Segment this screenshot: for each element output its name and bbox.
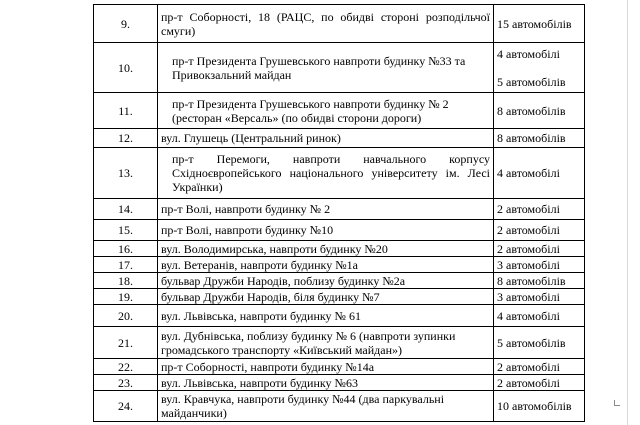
row-address: вул. Глушець (Центральний ринок) xyxy=(158,129,494,148)
row-address: пр-т Президента Грушевського навпроти будинку № 2 (ресторан «Версаль» (по обидві сторони дороги) xyxy=(158,93,494,129)
row-number: 19. xyxy=(94,289,158,305)
row-count-value: 3 автомобілі xyxy=(497,257,560,272)
row-count-value: 8 автомобілів xyxy=(497,273,566,288)
row-count-value: 5 автомобілів xyxy=(497,74,566,89)
row-address: пр-т Волі, навпроти будинку № 2 xyxy=(158,199,494,220)
table-row xyxy=(94,289,585,305)
table-row xyxy=(94,5,585,43)
row-address: бульвар Дружби Народів, поблизу будинку №2а xyxy=(158,273,494,289)
row-count-value: 15 автомобілів xyxy=(497,16,572,31)
row-count-value: 8 автомобілів xyxy=(497,103,566,118)
row-count-value: 4 автомобілі xyxy=(497,166,560,180)
row-count-value: 10 автомобілів xyxy=(497,399,572,413)
row-count xyxy=(494,199,585,220)
table-row xyxy=(94,359,585,375)
row-number: 10. xyxy=(94,43,158,93)
row-address: вул. Львівська, навпроти будинку №63 xyxy=(158,375,494,391)
table-row xyxy=(94,148,585,199)
row-count-value: 4 автомобілі xyxy=(497,46,560,61)
table-row xyxy=(94,43,585,93)
row-count xyxy=(494,391,585,422)
row-count-value: 2 автомобілі xyxy=(497,241,560,256)
row-number: 22. xyxy=(94,359,158,375)
row-count xyxy=(494,43,585,93)
row-number: 21. xyxy=(94,327,158,359)
row-count xyxy=(494,129,585,148)
table-row xyxy=(94,220,585,241)
row-count xyxy=(494,241,585,257)
table-row xyxy=(94,375,585,391)
row-number: 17. xyxy=(94,257,158,273)
row-address: пр-т Волі, навпроти будинку №10 xyxy=(158,220,494,241)
row-count-value: 3 автомобілі xyxy=(497,289,560,304)
table-row xyxy=(94,199,585,220)
row-address: вул. Львівська, навпроти будинку № 61 xyxy=(158,305,494,327)
table-row xyxy=(94,93,585,129)
row-address: вул. Дубнівська, поблизу будинку № 6 (навпроти зупинки громадського транспорту «Київський майдан») xyxy=(158,327,494,359)
row-number: 11. xyxy=(94,93,158,129)
row-count-value: 2 автомобілі xyxy=(497,359,560,374)
row-count xyxy=(494,327,585,359)
row-address: вул. Володимирська, навпроти будинку №20 xyxy=(158,241,494,257)
row-address: пр-т Соборності, навпроти будинку №14а xyxy=(158,359,494,375)
row-number: 18. xyxy=(94,273,158,289)
row-count xyxy=(494,273,585,289)
row-number: 13. xyxy=(94,148,158,199)
table-row xyxy=(94,305,585,327)
table-row xyxy=(94,257,585,273)
row-count xyxy=(494,257,585,273)
table-row xyxy=(94,129,585,148)
row-count xyxy=(494,359,585,375)
table-row xyxy=(94,241,585,257)
row-count-value: 2 автомобілі xyxy=(497,223,560,237)
table-row xyxy=(94,327,585,359)
row-address: пр-т Президента Грушевського навпроти будинку №33 та Привокзальний майдан xyxy=(158,43,494,93)
row-address: вул. Ветеранів, навпроти будинку №1а xyxy=(158,257,494,273)
parking-table xyxy=(93,4,585,422)
row-address: вул. Кравчука, навпроти будинку №44 (два паркувальні майданчики) xyxy=(158,391,494,422)
row-number: 23. xyxy=(94,375,158,391)
row-count-value: 4 автомобілі xyxy=(497,308,560,323)
row-count xyxy=(494,148,585,199)
row-number: 9. xyxy=(94,5,158,43)
row-number: 20. xyxy=(94,305,158,327)
table-row xyxy=(94,273,585,289)
row-count xyxy=(494,93,585,129)
row-address: пр-т Перемоги, навпроти навчального корпусу Східноєвропейського національного університету ім. Лесі Українки) xyxy=(158,148,494,199)
row-number: 15. xyxy=(94,220,158,241)
row-count-value: 8 автомобілів xyxy=(497,131,566,145)
row-count-value: 2 автомобілі xyxy=(497,202,560,216)
row-number: 24. xyxy=(94,391,158,422)
row-count xyxy=(494,289,585,305)
row-address: бульвар Дружби Народів, біля будинку №7 xyxy=(158,289,494,305)
row-number: 16. xyxy=(94,241,158,257)
row-number: 14. xyxy=(94,199,158,220)
row-address: пр-т Соборності, 18 (РАЦС, по обидві стороні розподільчої смуги) xyxy=(158,5,494,43)
row-count xyxy=(494,220,585,241)
row-count xyxy=(494,5,585,43)
row-count-value: 5 автомобілів xyxy=(497,335,566,350)
row-count xyxy=(494,375,585,391)
row-number: 12. xyxy=(94,129,158,148)
row-count-value: 2 автомобілі xyxy=(497,375,560,390)
table-row xyxy=(94,391,585,422)
row-count xyxy=(494,305,585,327)
page-corner-marker xyxy=(614,400,620,406)
